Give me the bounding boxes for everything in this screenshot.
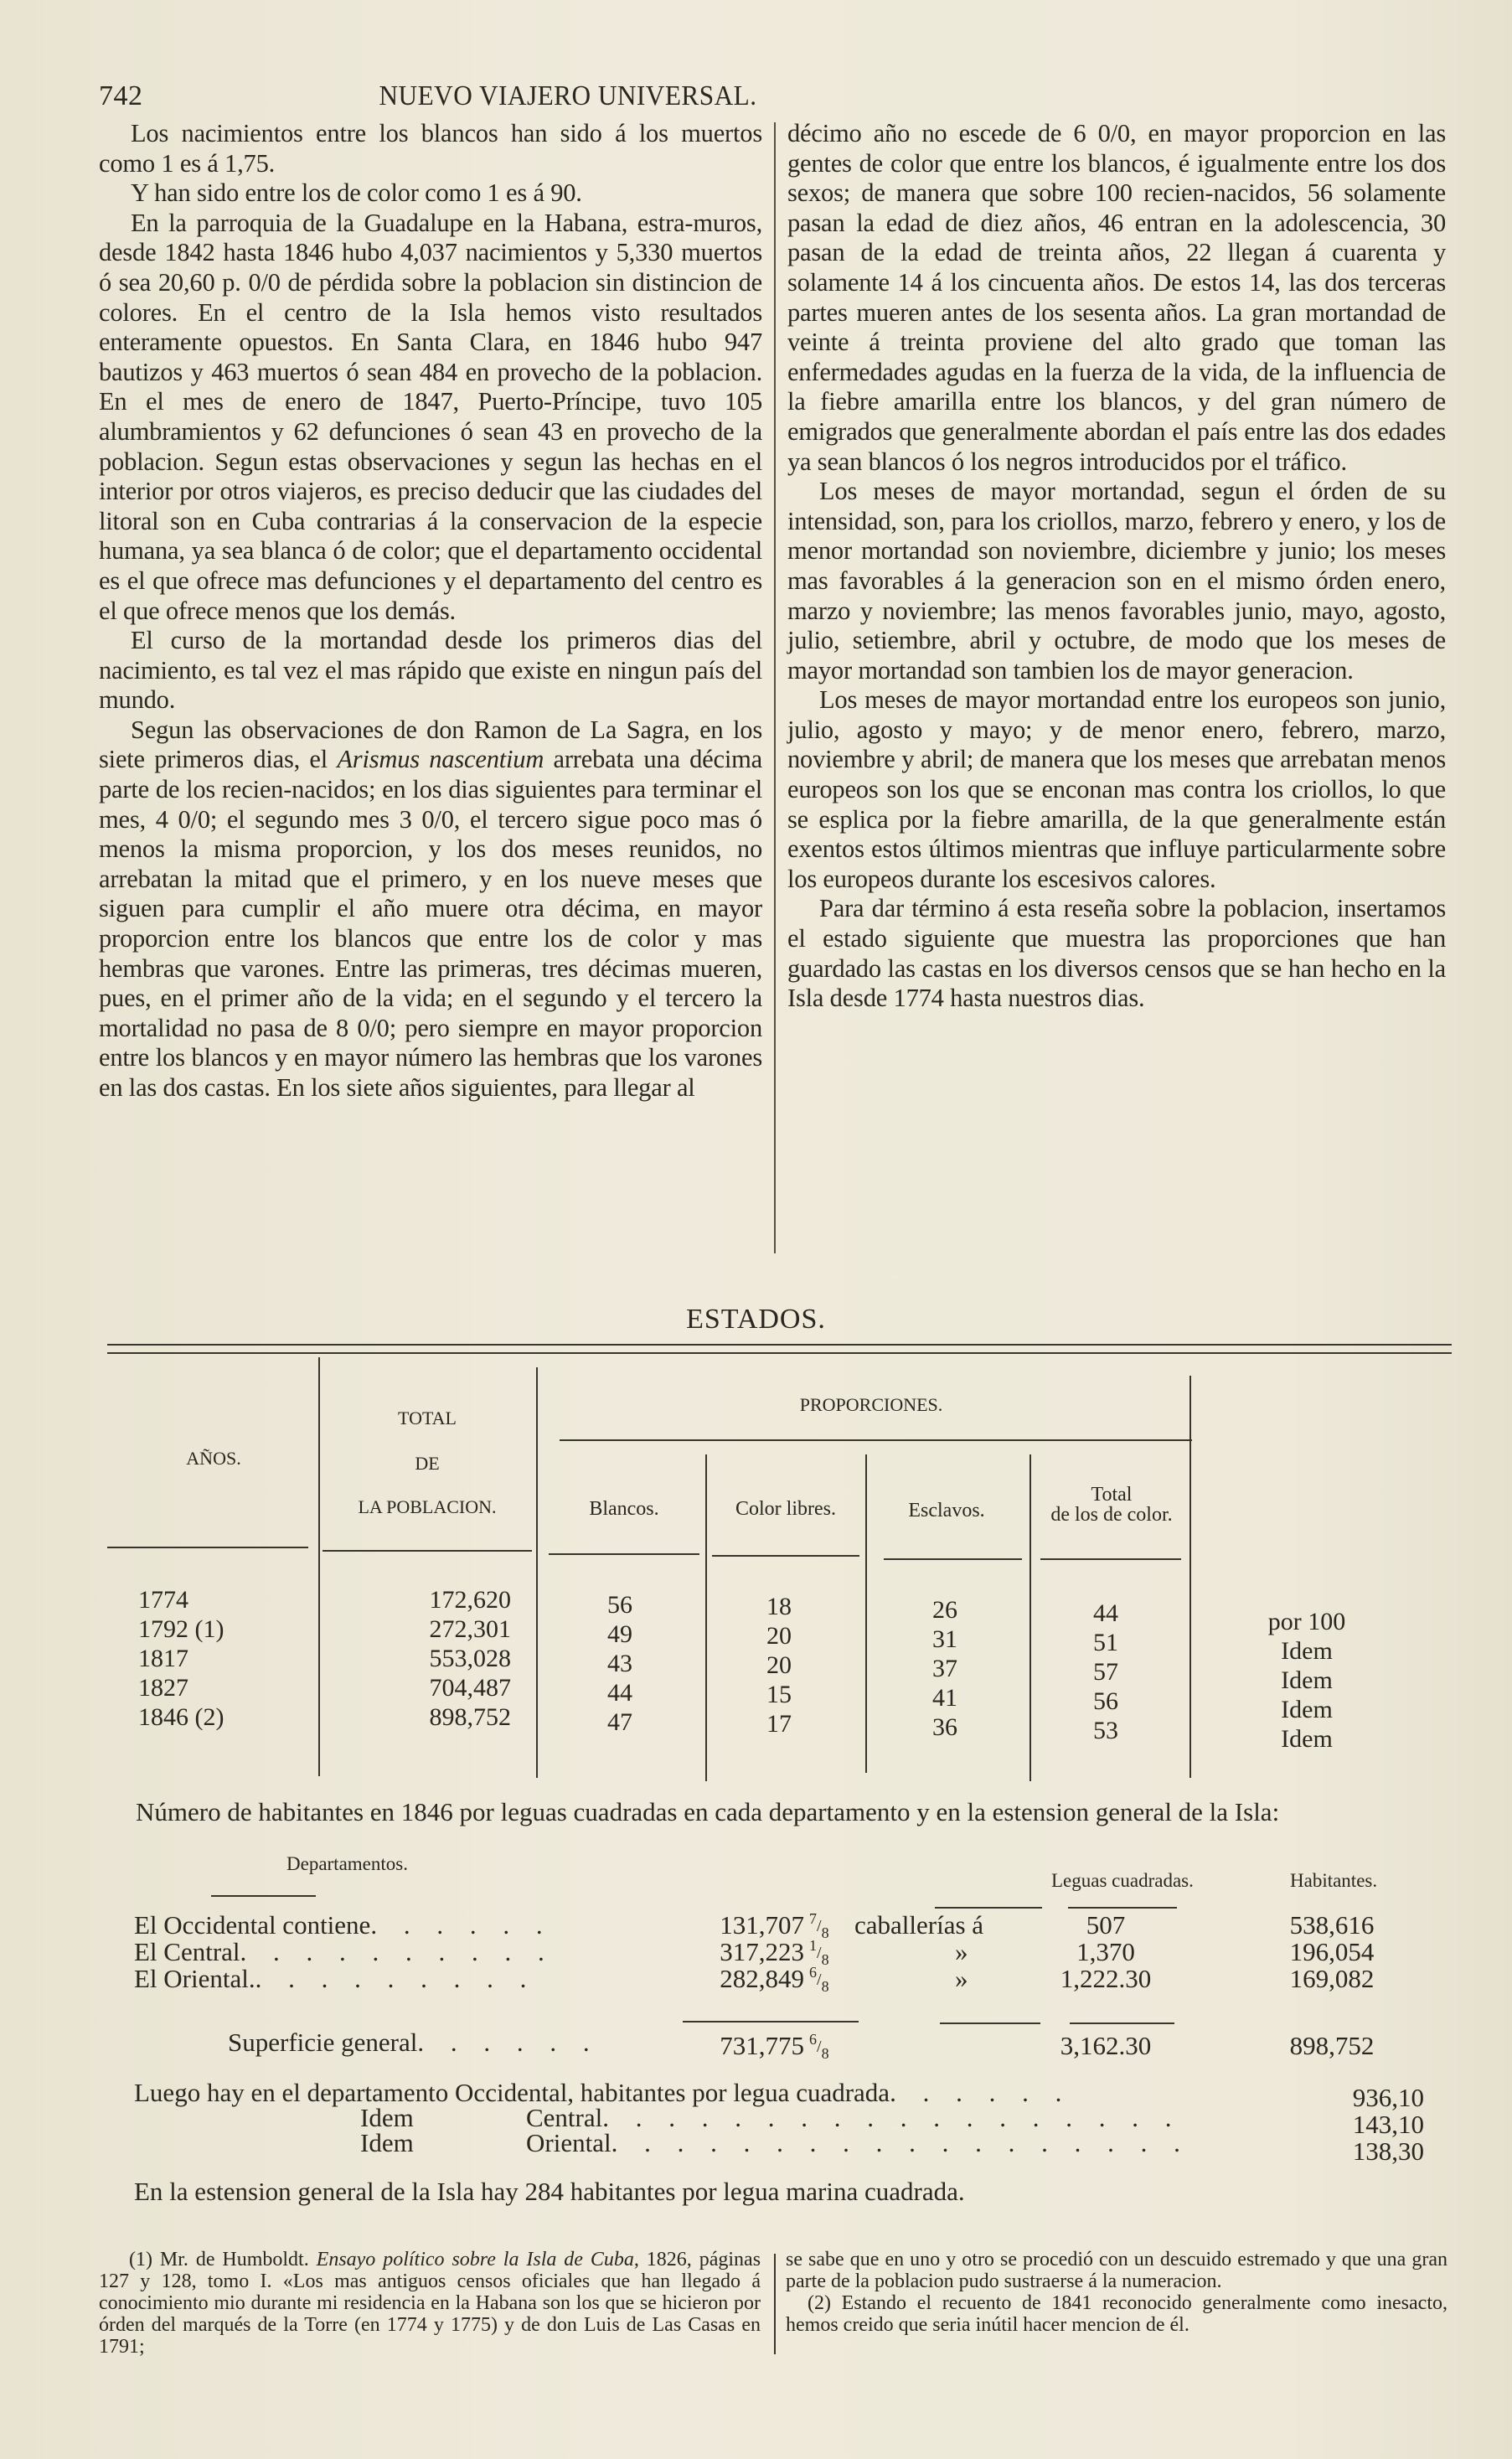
running-header xyxy=(99,80,987,114)
density-prefix: Idem xyxy=(360,2103,414,2132)
table-cell: 898,752 xyxy=(429,1703,511,1731)
footnote-marker: (1) xyxy=(129,2249,152,2270)
table-cell: 172,620 xyxy=(429,1586,511,1614)
header-underline xyxy=(323,1550,532,1552)
density-dept: Oriental xyxy=(526,2128,612,2157)
column-divider xyxy=(774,122,776,1253)
density-dept: Occidental, habitantes por legua cuadrada xyxy=(455,2078,890,2107)
table-cell: Idem xyxy=(1281,1666,1333,1694)
header-total-color-2: de los de color. xyxy=(1050,1504,1173,1526)
table-cell: 43 xyxy=(607,1650,632,1677)
header-total-2: DE xyxy=(415,1453,440,1474)
footnote-author: Mr. de Humboldt. xyxy=(159,2249,309,2270)
table-cell: 1817 xyxy=(138,1645,188,1672)
header-total-color-1: Total xyxy=(1091,1484,1133,1506)
table-cell: 1774 xyxy=(138,1586,188,1614)
header-leguas: Leguas cuadradas. xyxy=(1051,1870,1194,1891)
paragraph: Y han sido entre los de color como 1 es á 90. xyxy=(131,178,582,208)
col-separator xyxy=(1189,1376,1191,1778)
paragraph: En la parroquia de la Guadalupe en la Habana, estra-muros, desde 1842 hasta 1846 hubo 4,037 nacimientos y 5,330 muertos ó sea 20,60 p. 0/0 de pérdida sobre la poblacion sin distincion de colores. En el centro de la Isla hemos visto resultados enteramente opuestos. En Santa Clara, en 1846 hubo 947 bautizos y 463 muertos ó sean 484 en provecho de la poblacion. En el mes de enero de 1847, Puerto-Príncipe, tuvo 105 alumbramientos y 62 defunciones ó sean 43 en provecho de la poblacion. Segun estas observaciones y segun las hechas en el interior por otros viajeros, es preciso deducir que las ciudades del litoral son en Cuba contrarias á la conservacion de la especie humana, ya sea blanca ó de color; que el departamento occidental es el que ofrece mas defunciones y el departamento del centro es el que ofrece menos que los demás. xyxy=(99,208,762,625)
table-cell: 18 xyxy=(766,1593,792,1620)
dept-name: El Occidental contiene xyxy=(134,1910,371,1940)
total-label: Superficie general xyxy=(228,2028,418,2057)
density-value-oriental: 138,30 xyxy=(1352,2136,1424,2166)
density-value-occidental: 936,10 xyxy=(1352,2083,1424,2112)
table-cell: 704,487 xyxy=(429,1674,511,1702)
fraction: $^7/_8$ xyxy=(809,1910,829,1941)
table-cell: Idem xyxy=(1281,1696,1333,1723)
column-blancos xyxy=(578,1590,662,1737)
column-esclavos xyxy=(903,1595,987,1742)
col-separator xyxy=(536,1367,538,1778)
header-total-3: LA POBLACION. xyxy=(358,1496,497,1517)
leguas-occidental: 507 xyxy=(1086,1910,1126,1940)
table-cell: 553,028 xyxy=(429,1645,511,1672)
text-run: arrebata una décima parte de los recien-nacidos; en los dias siguientes para terminar el mes, 4 0/0; el segundo mes 3 0/0, el tercero sigue poco mas ó menos la misma proporcion, y los dos meses reunidos, no arrebatan la mitad que el primero, y en los nueve meses que siguen para cumplir el año muere otra décima, en mayor proporcion entre los blancos que entre los de color y mas hembras que varones. Entre las primeras, tres décimas mueren, pues, en el primer año de la vida; en el segundo y el tercero la mortalidad no pasa de 8 0/0; pero siempre en mayor proporcion entre los blancos y en mayor número las hembras que los varones en las dos castas. En los siete años siguientes, para llegar al xyxy=(99,745,762,1102)
header-underline xyxy=(712,1555,859,1557)
inhabitants-intro xyxy=(99,1797,1443,1827)
paragraph: Los nacimientos entre los blancos han sido á los muertos como 1 es á 1,75. xyxy=(99,119,762,178)
footnotes-right xyxy=(786,2249,1447,2336)
header-habitantes: Habitantes. xyxy=(1290,1870,1378,1891)
caballerias-occidental xyxy=(670,1910,804,1940)
table-cell: 56 xyxy=(607,1591,632,1619)
footnote-title: Ensayo político sobre la Isla de Cuba xyxy=(316,2249,634,2270)
table-cell: 57 xyxy=(1093,1658,1118,1686)
header-proportions: PROPORCIONES. xyxy=(799,1394,943,1415)
left-column xyxy=(99,119,762,1103)
header-total-1: TOTAL xyxy=(398,1408,457,1428)
paragraph: El curso de la mortandad desde los primeros dias del nacimiento, es tal vez el mas rápido que existe en ningun país del mundo. xyxy=(99,626,762,715)
table-cell: 31 xyxy=(932,1625,957,1653)
density-oriental-dept: Oriental. . . . . . . . . . . . . . . . . . xyxy=(526,2128,1190,2157)
table-cell: 56 xyxy=(1093,1687,1118,1715)
table-cell: 53 xyxy=(1093,1717,1118,1744)
table-cell: 17 xyxy=(766,1710,792,1738)
table-cell: Idem xyxy=(1281,1637,1333,1665)
header-underline xyxy=(884,1558,1022,1560)
header-underline xyxy=(935,1907,1042,1909)
table-cell: 26 xyxy=(932,1596,957,1624)
dept-row-central: El Central. . . . . . . . . . xyxy=(134,1937,555,1966)
density-prefix: Luego hay en el departamento xyxy=(134,2078,449,2107)
caballerias-central xyxy=(670,1937,804,1967)
density-dept: Central xyxy=(526,2103,603,2132)
column-total xyxy=(335,1585,511,1732)
fraction: $^6/_8$ xyxy=(809,2031,829,2062)
table-cell: 47 xyxy=(607,1708,632,1736)
frac-den: 8 xyxy=(821,2045,829,2062)
total-row-label: Superficie general. . . . . . xyxy=(228,2028,600,2057)
value: 131,707 xyxy=(720,1910,804,1940)
table-cell: Idem xyxy=(1281,1725,1333,1753)
footnote-text: , 1826, páginas 127 y 128, tomo I. «Los mas antiguos censos oficiales que han llegado á conocimiento mio durante mi residencia en la Habana son los que se hicieron por órden del marqués de la Torre (en 1774 y 1775) y de don Luis de Las Casas en 1791; xyxy=(99,2249,761,2358)
page-number: 742 xyxy=(99,80,143,111)
paragraph: Para dar término á esta reseña sobre la poblacion, insertamos el estado siguiente que muestra las proporciones que han guardado las castas en los diversos censos que se han hecho en la Isla desde 1774 hasta nuestros dias. xyxy=(787,894,1446,1013)
table-cell: 15 xyxy=(766,1681,792,1708)
footnote-divider xyxy=(774,2254,776,2354)
column-color-libres xyxy=(737,1592,821,1738)
table-cell: 37 xyxy=(932,1655,957,1682)
habitantes-occidental: 538,616 xyxy=(1289,1910,1375,1940)
general-density: En la estension general de la Isla hay 284 habitantes por legua marina cuadrada. xyxy=(134,2177,965,2206)
paragraph: décimo año no escede de 6 0/0, en mayor proporcion en las gentes de color que entre los blancos, é igualmente entre los dos sexos; de manera que sobre 100 recien-nacidos, 56 solamente pasan la edad de diez años, 46 entran en la adolescencia, 30 pasan de la edad de treinta años, 22 llegan á cuarenta y solamente 14 á los cincuenta años. De estos 14, las dos terceras partes mueren antes de los sesenta años. La gran mortandad de veinte á treinta proviene del alto grado que toman las enfermedades agudas en la fuerza de la vida, de la influencia de la fiebre amarilla entre los blancos, y del gran número de emigrados que generalmente abordan el país entre las dos edades ya sean blancos ó los negros introducidos por el tráfico. xyxy=(787,119,1446,476)
frac-den: 8 xyxy=(821,1924,829,1941)
header-esclavos: Esclavos. xyxy=(908,1500,985,1521)
leguas-oriental: 1,222.30 xyxy=(1060,1964,1152,1993)
footnote-1-continued: se sabe que en uno y otro se procedió con un descuido estremado y que una gran parte de la poblacion pudo sustraerse á la numeracion. xyxy=(786,2249,1447,2292)
fraction: $^1/_8$ xyxy=(809,1937,829,1968)
dept-row-occidental: El Occidental contiene. . . . . . xyxy=(134,1910,553,1940)
fraction: $^6/_8$ xyxy=(809,1964,829,1995)
header-blancos: Blancos. xyxy=(589,1498,659,1520)
intro-text: Número de habitantes en 1846 por leguas cuadradas en cada departamento y en la estension general de la Isla: xyxy=(136,1797,1280,1826)
habitantes-total: 898,752 xyxy=(1289,2031,1375,2060)
dept-name: El Central xyxy=(134,1937,240,1966)
dept-row-oriental: El Oriental.. . . . . . . . . xyxy=(134,1964,537,1993)
table-cell: 272,301 xyxy=(429,1615,511,1643)
density-prefix: Idem xyxy=(360,2128,414,2157)
paragraph: Los meses de mayor mortandad, segun el órden de su intensidad, son, para los criollos, marzo, febrero y enero, y los de menor mortandad son noviembre, diciembre y junio; los meses mas favorables á la generacion son en el mismo órden enero, marzo y noviembre; las menos favorables junio, mayo, agosto, julio, setiembre, abril y octubre, de modo que los meses de mayor mortandad son tambien los de mayor generacion. xyxy=(787,477,1446,684)
table-cell: 41 xyxy=(932,1684,957,1712)
italic-term: Arismus nascentium xyxy=(337,745,544,774)
column-unit xyxy=(1244,1607,1370,1754)
frac-num: 6 xyxy=(809,2031,817,2048)
col-separator xyxy=(705,1454,707,1781)
table-cell: 36 xyxy=(932,1713,957,1741)
table-cell: 44 xyxy=(607,1679,632,1707)
frac-num: 6 xyxy=(809,1964,817,1981)
table-cell: 1792 (1) xyxy=(138,1615,224,1643)
column-years xyxy=(138,1585,281,1732)
col-separator xyxy=(318,1357,320,1776)
caballerias-oriental xyxy=(670,1964,804,1994)
frac-den: 8 xyxy=(821,1951,829,1968)
density-value-central: 143,10 xyxy=(1352,2110,1424,2139)
header-rule xyxy=(560,1439,1192,1441)
density-central-dept: Central. . . . . . . . . . . . . . . . . . xyxy=(526,2103,1182,2132)
table-cell: 20 xyxy=(766,1622,792,1650)
dept-name: El Oriental. xyxy=(134,1964,255,1993)
table-cell: 20 xyxy=(766,1651,792,1679)
sum-rule xyxy=(683,2021,859,2022)
value: 282,849 xyxy=(720,1964,804,1993)
table-title: ESTADOS. xyxy=(686,1304,826,1335)
header-total-color xyxy=(1032,1485,1191,1525)
table-cell: 1827 xyxy=(138,1674,188,1702)
table-cell: por 100 xyxy=(1267,1608,1346,1635)
sum-rule xyxy=(1070,2022,1174,2024)
text-run: Segun las observaciones de don Ramon de La Sagra, en los siete primeros dias, el xyxy=(99,715,762,774)
table-cell: 49 xyxy=(607,1620,632,1648)
frac-num: 1 xyxy=(809,1937,817,1954)
frac-den: 8 xyxy=(821,1978,829,1995)
header-underline xyxy=(1040,1558,1181,1560)
density-oriental xyxy=(360,2128,414,2158)
header-underline xyxy=(549,1553,699,1555)
table-top-rule xyxy=(107,1344,1452,1354)
table-cell: 51 xyxy=(1093,1629,1118,1656)
habitantes-central: 196,054 xyxy=(1289,1937,1375,1966)
frac-num: 7 xyxy=(809,1910,817,1927)
sum-rule xyxy=(940,2022,1040,2024)
leguas-central: 1,370 xyxy=(1076,1937,1135,1966)
right-column xyxy=(787,119,1446,1014)
unit-caballerias: caballerías á xyxy=(854,1910,984,1940)
value: 317,223 xyxy=(720,1937,804,1966)
table-cell: 44 xyxy=(1093,1599,1118,1627)
running-title: NUEVO VIAJERO UNIVERSAL. xyxy=(379,80,757,111)
footnote-1 xyxy=(99,2249,761,2358)
ditto-mark: » xyxy=(955,1937,968,1966)
header-underline xyxy=(1068,1907,1177,1909)
header-years: AÑOS. xyxy=(186,1448,241,1469)
header-color-libres: Color libres. xyxy=(735,1498,836,1520)
column-total-color xyxy=(1064,1599,1148,1745)
paragraph: Los meses de mayor mortandad entre los europeos son junio, julio, agosto y mayo; y de menor enero, febrero, marzo, noviembre y abril; de manera que los meses que arrebatan menos europeos son los que se enconan mas contra los criollos, lo que se esplica por la fiebre amarilla, de la que generalmente están exentos estos últimos mientras que influye particularmente sobre los europeos durante los escesivos calores. xyxy=(787,685,1446,893)
caballerias-total: 731,775 xyxy=(720,2031,804,2060)
col-separator xyxy=(1030,1454,1031,1781)
ditto-mark: » xyxy=(955,1964,968,1993)
header-departamentos: Departamentos. xyxy=(286,1853,408,1874)
footnote-2: (2) Estando el recuento de 1841 reconocido generalmente como inesacto, hemos creido que seria inútil hacer mencion de él. xyxy=(786,2292,1447,2336)
paragraph-lasagra xyxy=(99,715,762,1103)
leguas-total: 3,162.30 xyxy=(1060,2031,1152,2060)
table-cell: 1846 (2) xyxy=(138,1703,224,1731)
density-occidental: Luego hay en el departamento Occidental, habitantes por legua cuadrada. . . . . . xyxy=(134,2078,1072,2107)
header-underline xyxy=(107,1547,308,1548)
header-underline xyxy=(211,1895,316,1897)
habitantes-oriental: 169,082 xyxy=(1289,1964,1375,1993)
col-separator xyxy=(865,1454,867,1773)
